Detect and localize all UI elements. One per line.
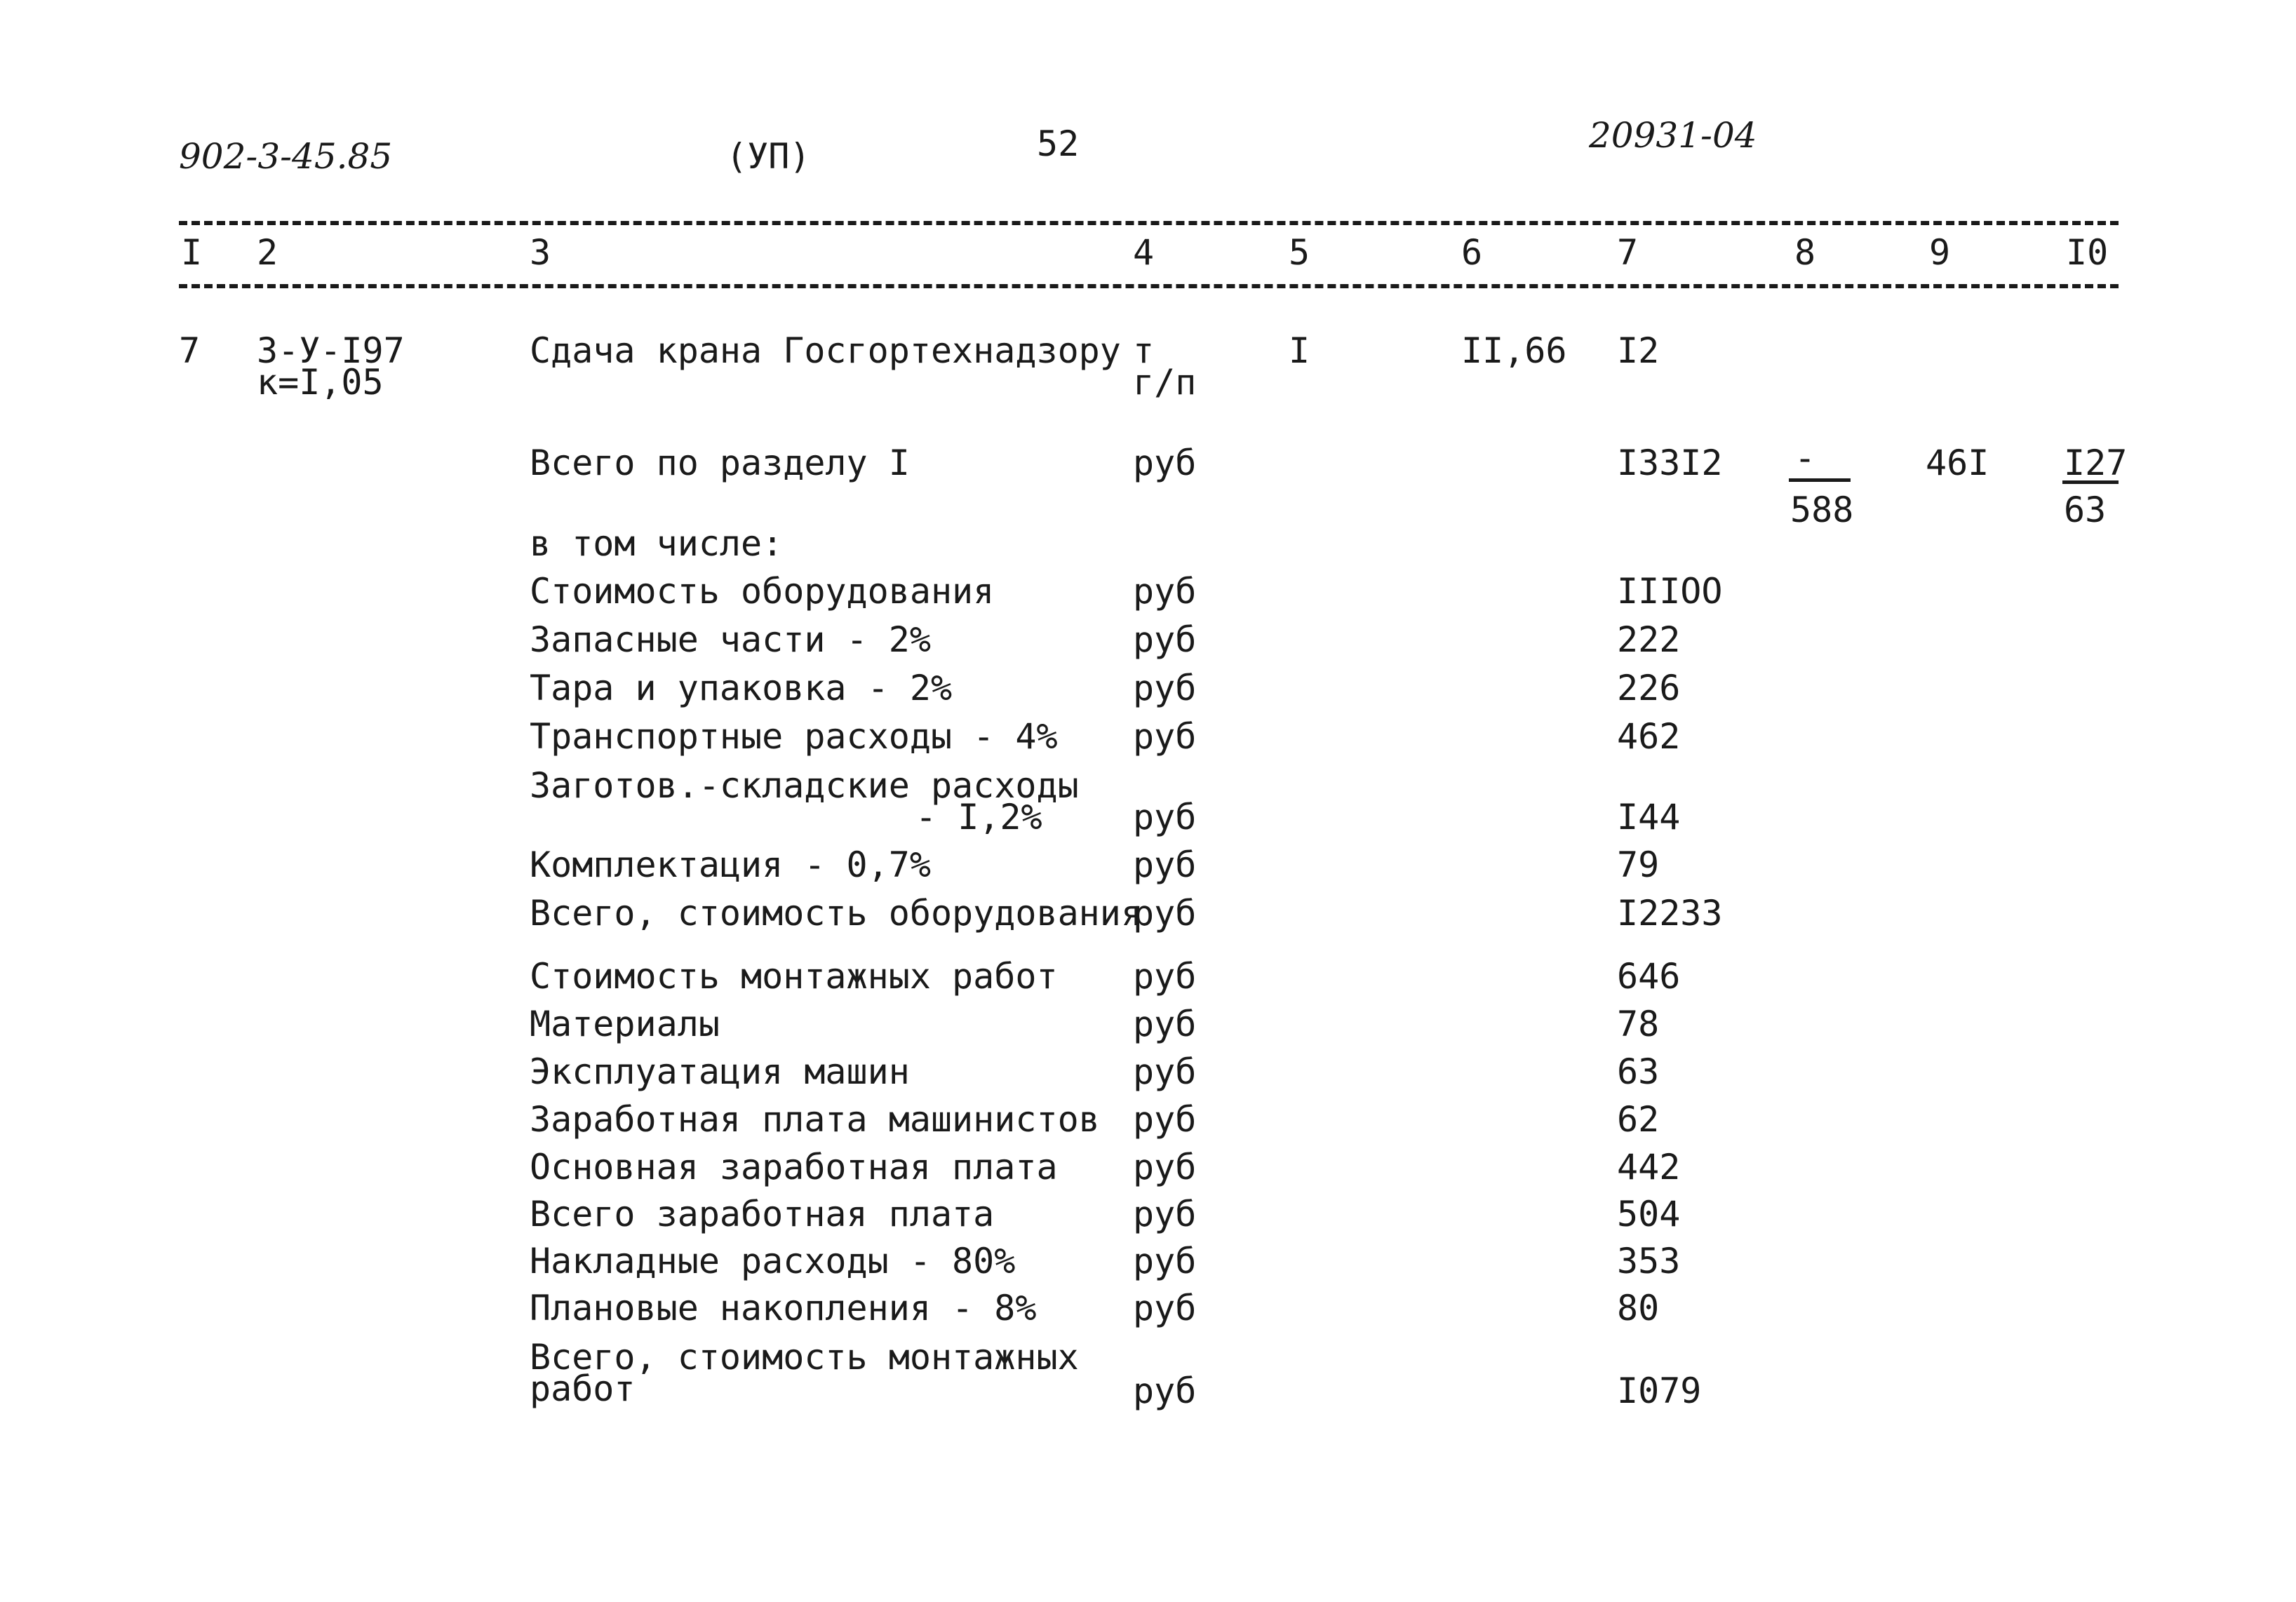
section-total-col8-numerator: - bbox=[1794, 438, 1816, 478]
header-top-rule bbox=[179, 221, 2119, 225]
section-total-label: Всего по разделу I bbox=[530, 443, 910, 483]
col8-fraction-line bbox=[1789, 478, 1851, 482]
row-label: Стоимость оборудования bbox=[530, 571, 995, 612]
row-unit: руб bbox=[1133, 571, 1197, 612]
row-label: Основная заработная плата bbox=[530, 1147, 1058, 1187]
column-header-6: 6 bbox=[1461, 232, 1483, 273]
column-header-10: I0 bbox=[2066, 232, 2109, 273]
row-label: Заготов.-складские расходы bbox=[530, 765, 1079, 806]
section-total-col9: 46I bbox=[1926, 443, 1989, 483]
column-header-2: 2 bbox=[257, 232, 278, 273]
row-value: 222 bbox=[1617, 619, 1681, 660]
item-code: 3-У-I97 bbox=[257, 330, 405, 371]
row-value: I44 bbox=[1617, 797, 1681, 837]
column-header-1: I bbox=[181, 232, 203, 273]
item-name: Сдача крана Госгортехнадзору bbox=[530, 330, 1121, 371]
page-number: 52 bbox=[1037, 123, 1080, 164]
row-label: Запасные части - 2% bbox=[530, 619, 931, 660]
column-header-8: 8 bbox=[1794, 232, 1816, 273]
row-value: 226 bbox=[1617, 668, 1681, 708]
section-mark: (УП) bbox=[726, 136, 811, 177]
row-unit: руб bbox=[1133, 1099, 1197, 1140]
row-label: Всего, стоимость оборудования bbox=[530, 893, 1142, 934]
item-number: 7 bbox=[179, 330, 201, 371]
column-header-4: 4 bbox=[1133, 232, 1155, 273]
row-unit: руб bbox=[1133, 1194, 1197, 1234]
item-unit-note: г/п bbox=[1133, 362, 1197, 403]
row-unit: руб bbox=[1133, 1004, 1197, 1044]
row-value: 504 bbox=[1617, 1194, 1681, 1234]
item-quantity: I bbox=[1289, 330, 1310, 371]
row-label: Накладные расходы - 80% bbox=[530, 1241, 1016, 1281]
row-unit: руб bbox=[1133, 1241, 1197, 1281]
row-label: Материалы bbox=[530, 1004, 720, 1044]
row-value: 79 bbox=[1617, 844, 1660, 885]
including-label: в том числе: bbox=[530, 523, 784, 564]
item-price: II,66 bbox=[1461, 330, 1567, 371]
column-header-3: 3 bbox=[530, 232, 551, 273]
section-total-unit: руб bbox=[1133, 443, 1197, 483]
item-total: I2 bbox=[1617, 330, 1660, 371]
row-value: 80 bbox=[1617, 1288, 1660, 1328]
row-label: Плановые накопления - 8% bbox=[530, 1288, 1037, 1328]
row-value: IIIOO bbox=[1617, 571, 1723, 612]
row-value: 62 bbox=[1617, 1099, 1660, 1140]
column-header-9: 9 bbox=[1929, 232, 1951, 273]
section-total-col7: I33I2 bbox=[1617, 443, 1723, 483]
row-unit: руб bbox=[1133, 619, 1197, 660]
row-label: Тара и упаковка - 2% bbox=[530, 668, 953, 708]
row-label-continued: - I,2% bbox=[915, 797, 1042, 837]
project-code: 902-3-45.85 bbox=[179, 136, 393, 177]
row-label: Всего, стоимость монтажных bbox=[530, 1337, 1079, 1378]
header-bottom-rule bbox=[179, 284, 2119, 288]
row-unit: руб bbox=[1133, 797, 1197, 837]
row-label: Стоимость монтажных работ bbox=[530, 956, 1058, 997]
row-unit: руб bbox=[1133, 1288, 1197, 1328]
row-unit: руб bbox=[1133, 1147, 1197, 1187]
row-label-continued: работ bbox=[530, 1368, 636, 1409]
item-coefficient: к=I,05 bbox=[257, 362, 384, 403]
row-unit: руб bbox=[1133, 956, 1197, 997]
row-label: Комплектация - 0,7% bbox=[530, 844, 931, 885]
row-label: Всего заработная плата bbox=[530, 1194, 995, 1234]
item-unit: т bbox=[1133, 330, 1155, 371]
row-value: 646 bbox=[1617, 956, 1681, 997]
row-value: 442 bbox=[1617, 1147, 1681, 1187]
document-number: 20931-04 bbox=[1589, 115, 1757, 156]
row-label: Транспортные расходы - 4% bbox=[530, 716, 1058, 757]
row-unit: руб bbox=[1133, 1371, 1197, 1411]
row-label: Заработная плата машинистов bbox=[530, 1099, 1100, 1140]
row-unit: руб bbox=[1133, 1051, 1197, 1092]
section-total-col10-denominator: 63 bbox=[2064, 490, 2107, 530]
row-value: I2233 bbox=[1617, 893, 1723, 934]
col10-fraction-line bbox=[2062, 480, 2119, 484]
row-value: 353 bbox=[1617, 1241, 1681, 1281]
row-value: 63 bbox=[1617, 1051, 1660, 1092]
section-total-col10-numerator: I27 bbox=[2064, 443, 2128, 483]
row-unit: руб bbox=[1133, 716, 1197, 757]
column-header-7: 7 bbox=[1617, 232, 1639, 273]
row-value: I079 bbox=[1617, 1371, 1702, 1411]
row-unit: руб bbox=[1133, 668, 1197, 708]
row-unit: руб bbox=[1133, 844, 1197, 885]
row-label: Эксплуатация машин bbox=[530, 1051, 910, 1092]
row-value: 462 bbox=[1617, 716, 1681, 757]
column-header-5: 5 bbox=[1289, 232, 1310, 273]
section-total-col8-denominator: 588 bbox=[1790, 490, 1854, 530]
row-unit: руб bbox=[1133, 893, 1197, 934]
row-value: 78 bbox=[1617, 1004, 1660, 1044]
